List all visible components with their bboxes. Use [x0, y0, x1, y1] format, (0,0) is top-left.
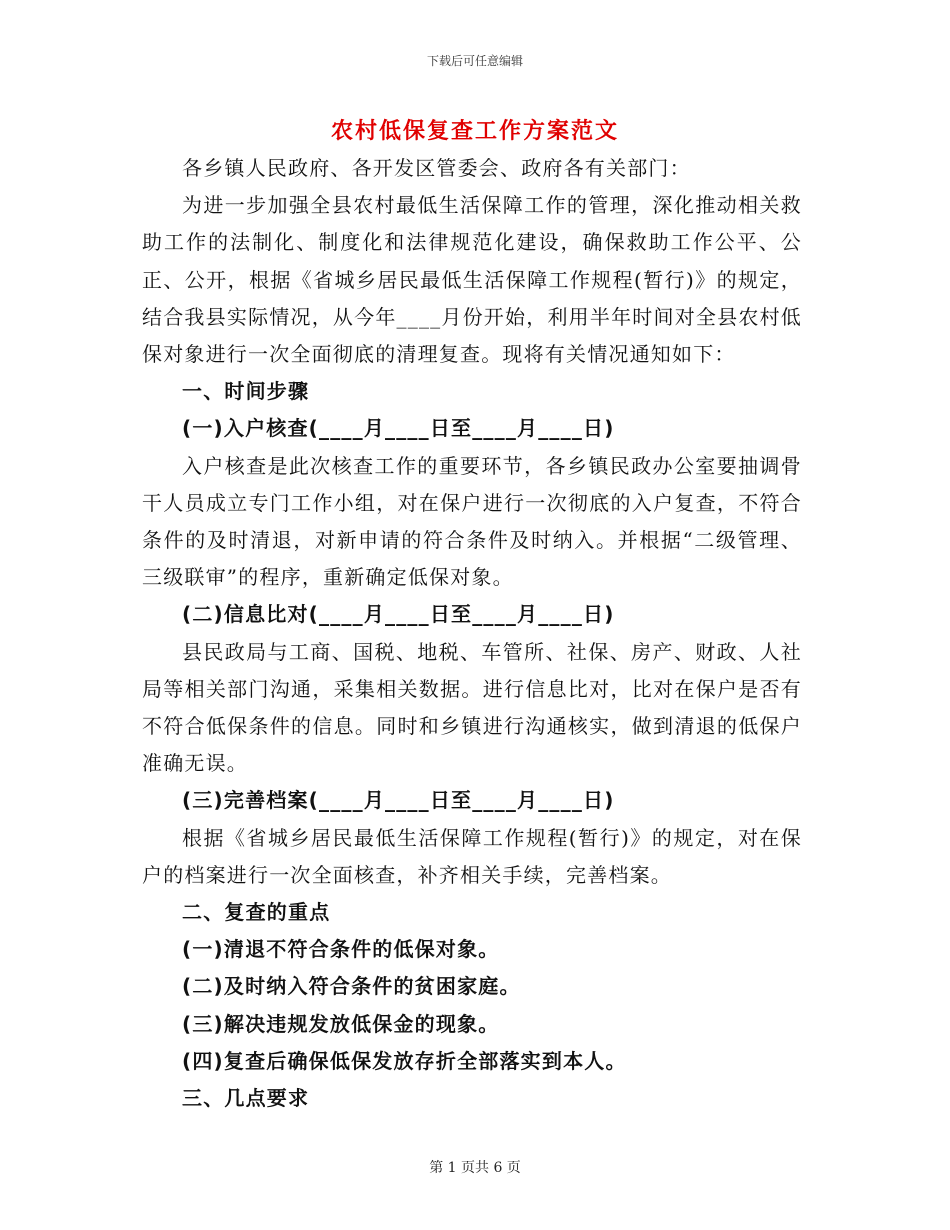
- subheading-archive: (三)完善档案(____月____日至____月____日): [182, 788, 615, 813]
- section-heading-focus: 二、复查的重点: [182, 900, 331, 925]
- page-indicator: 第 1 页共 6 页: [429, 1160, 521, 1176]
- paragraph-info-comparison: 县民政局与工商、国税、地税、车管所、社保、房产、财政、人社局等相关部门沟通，采集相关数据。进行信息比对，比对在保户是否有不符合低保条件的信息。同时和乡镇进行沟通核实，做到清退的低保户准确无误。: [142, 639, 802, 776]
- header-note: 下载后可任意编辑: [426, 54, 523, 68]
- section-heading-schedule: 一、时间步骤: [182, 379, 310, 404]
- subheading-home-visit: (一)入户核查(____月____日至____月____日): [182, 416, 615, 441]
- paragraph-home-visit: 入户核查是此次核查工作的重要环节，各乡镇民政办公室要抽调骨干人员成立专门工作小组，对在保户进行一次彻底的入户复查，不符合条件的及时清退，对新申请的符合条件及时纳入。并根据“二级管理、三级联审”的程序，重新确定低保对象。: [142, 453, 802, 590]
- focus-item-3: (三)解决违规发放低保金的现象。: [182, 1011, 500, 1036]
- paragraph-archive: 根据《省城乡居民最低生活保障工作规程(暂行)》的规定，对在保户的档案进行一次全面核查，补齐相关手续，完善档案。: [142, 825, 802, 887]
- document-title: 农村低保复查工作方案范文: [330, 118, 619, 144]
- focus-item-2: (二)及时纳入符合条件的贫困家庭。: [182, 974, 521, 999]
- section-heading-requirements: 三、几点要求: [182, 1086, 310, 1111]
- subheading-info-comparison: (二)信息比对(____月____日至____月____日): [182, 602, 615, 627]
- focus-item-4: (四)复查后确保低保发放存折全部落实到本人。: [182, 1048, 627, 1073]
- document-body: [142, 150, 802, 1117]
- focus-item-1: (一)清退不符合条件的低保对象。: [182, 937, 500, 962]
- intro-paragraph: 为进一步加强全县农村最低生活保障工作的管理，深化推动相关救助工作的法制化、制度化和法律规范化建设，确保救助工作公平、公正、公开，根据《省城乡居民最低生活保障工作规程(暂行)》的规定，结合我县实际情况，从今年____月份开始，利用半年时间对全县农村低保对象进行一次全面彻底的清理复查。现将有关情况通知如下：: [142, 193, 802, 367]
- salutation-paragraph: 各乡镇人民政府、各开发区管委会、政府各有关部门：: [182, 156, 691, 180]
